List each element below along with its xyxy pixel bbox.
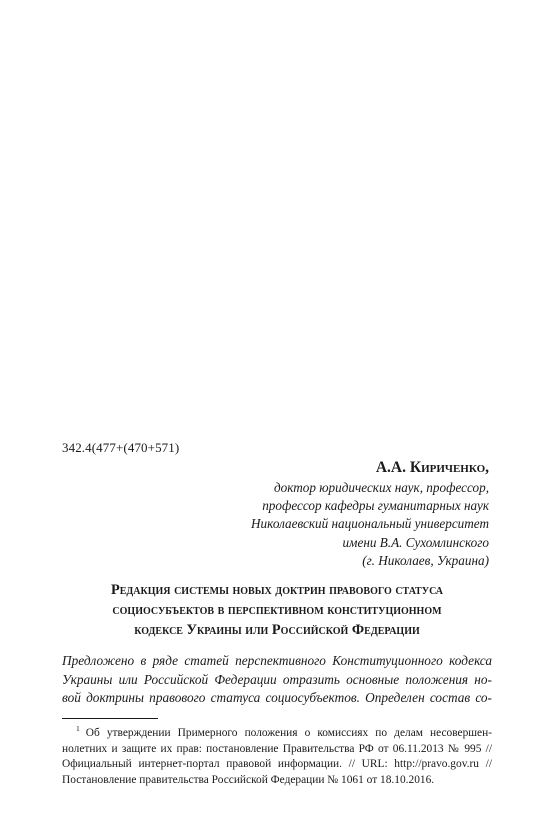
title-line: социосубъектов в перспективном конституционном — [112, 602, 442, 618]
author-university: Николаевский национальный университет — [251, 516, 489, 532]
author-location: (г. Николаев, Украина) — [362, 552, 489, 568]
footnote-line: Постановление правительства Российской Федерации № 1061 от 18.10.2016. — [62, 773, 435, 786]
footnote-text: Об утверждении Примерного положения о комиссиях по делам несовершен- — [85, 727, 492, 739]
footnote-first-line — [62, 721, 492, 742]
title-line: Редакция системы новых доктрин правового статуса — [110, 582, 444, 598]
footnote-line: Официальный интернет-портал правовой информации. // URL: http://pravo.gov.ru // — [62, 758, 492, 771]
footnote-divider — [62, 718, 158, 719]
abstract-line: вой доктрины правового статуса социосубъектов. Определен состав со- — [62, 690, 492, 706]
footnote-marker: 1 — [76, 724, 80, 733]
title-line: кодексе Украины или Российской Федерации — [134, 622, 420, 638]
author-name: А.А. Кириченко, — [375, 459, 489, 476]
udc-code: 342.4(477+(470+571) — [62, 440, 180, 455]
article-title — [62, 580, 492, 640]
footnote-line: нолетних и защите их прав: постановление Правительства РФ от 06.11.2013 № 995 // — [62, 742, 492, 755]
abstract-line: Предложено в ряде статей перспективного Конституционного кодекса — [62, 653, 492, 668]
author-university-name: имени В.А. Сухомлинского — [342, 534, 489, 550]
abstract-line: Украины или Российской Федерации отразить основные положения но- — [62, 671, 492, 687]
footnote — [62, 721, 492, 788]
author-degree: доктор юридических наук, профессор, — [273, 480, 489, 495]
author-block — [69, 457, 489, 570]
abstract — [62, 652, 492, 708]
author-position: профессор кафедры гуманитарных наук — [262, 498, 489, 514]
